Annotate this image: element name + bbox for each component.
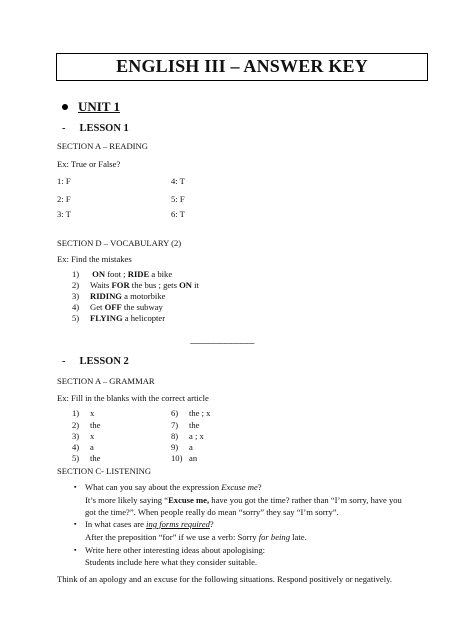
section-d-heading: SECTION D – VOCABULARY (2) xyxy=(57,238,182,248)
closing-instruction: Think of an apology and an excuse for the following situations. Respond positively or negatively. xyxy=(57,574,393,584)
section-a-grammar-instruction: Ex: Fill in the blanks with the correct article xyxy=(57,393,209,403)
answer-text: It’s more likely saying “Excuse me, have you got the time? rather than “I’m sorry, have you xyxy=(85,495,402,505)
section-c-heading: SECTION C- LISTENING xyxy=(57,466,152,476)
answer-item: 5: F xyxy=(171,194,185,204)
answer-item: 2: F xyxy=(57,194,71,204)
answer-text: After the preposition “for” if we use a verb: Sorry for being late. xyxy=(85,532,307,542)
list-item: 1) ON foot ; RIDE a bike xyxy=(72,269,173,279)
list-item: 10) an xyxy=(171,453,198,463)
question-text: In what cases are ing forms required? xyxy=(85,519,214,529)
list-item: 7) the xyxy=(171,420,200,430)
list-item: 4) Get OFF the subway xyxy=(72,302,163,312)
answer-item: 4: T xyxy=(171,176,185,186)
unit-heading xyxy=(62,99,120,115)
section-divider: ----------------------------------- xyxy=(190,339,255,347)
bullet-dot-icon xyxy=(62,104,68,110)
lesson2-heading: - LESSON 2 xyxy=(62,356,129,367)
lesson2-label: LESSON 2 xyxy=(79,356,129,367)
title-box xyxy=(56,53,428,81)
answer-item: 6: T xyxy=(171,209,185,219)
answer-text: got the time?”. When people really do mean “sorry” they say “I’m sorry”. xyxy=(85,507,339,517)
answer-item: 1: F xyxy=(57,176,71,186)
list-item: 2) Waits FOR the bus ; gets ON it xyxy=(72,280,199,290)
question-text: Write here other interesting ideas about apologising: xyxy=(85,545,266,555)
section-a-reading-instruction: Ex: True or False? xyxy=(57,159,121,169)
list-item: 5) the xyxy=(72,453,101,463)
list-item: 3) x xyxy=(72,431,95,441)
list-item: 2) the xyxy=(72,420,101,430)
answer-item: 3: T xyxy=(57,209,71,219)
list-item: 9) a xyxy=(171,442,193,452)
lesson1-heading: - LESSON 1 xyxy=(62,123,129,134)
lesson1-label: LESSON 1 xyxy=(79,123,129,134)
square-bullet-icon: ▪ xyxy=(74,520,77,528)
section-d-instruction: Ex: Find the mistakes xyxy=(57,254,132,264)
square-bullet-icon: ▪ xyxy=(74,546,77,554)
list-item: 3) RIDING a motorbike xyxy=(72,291,166,301)
square-bullet-icon: ▪ xyxy=(74,483,77,491)
page-title: ENGLISH III – ANSWER KEY xyxy=(116,56,368,77)
section-a-reading-heading: SECTION A – READING xyxy=(57,141,148,151)
list-item: 6) the ; x xyxy=(171,408,211,418)
question-text: What can you say about the expression Excuse me? xyxy=(85,482,262,492)
list-item: 8) a ; x xyxy=(171,431,204,441)
section-a-grammar-heading: SECTION A – GRAMMAR xyxy=(57,376,155,386)
list-item: 1) x xyxy=(72,408,95,418)
list-item: 5) FLYING a helicopter xyxy=(72,313,166,323)
list-item: 4) a xyxy=(72,442,94,452)
answer-text: Students include here what they consider suitable. xyxy=(85,557,258,567)
unit-label: UNIT 1 xyxy=(78,99,121,114)
